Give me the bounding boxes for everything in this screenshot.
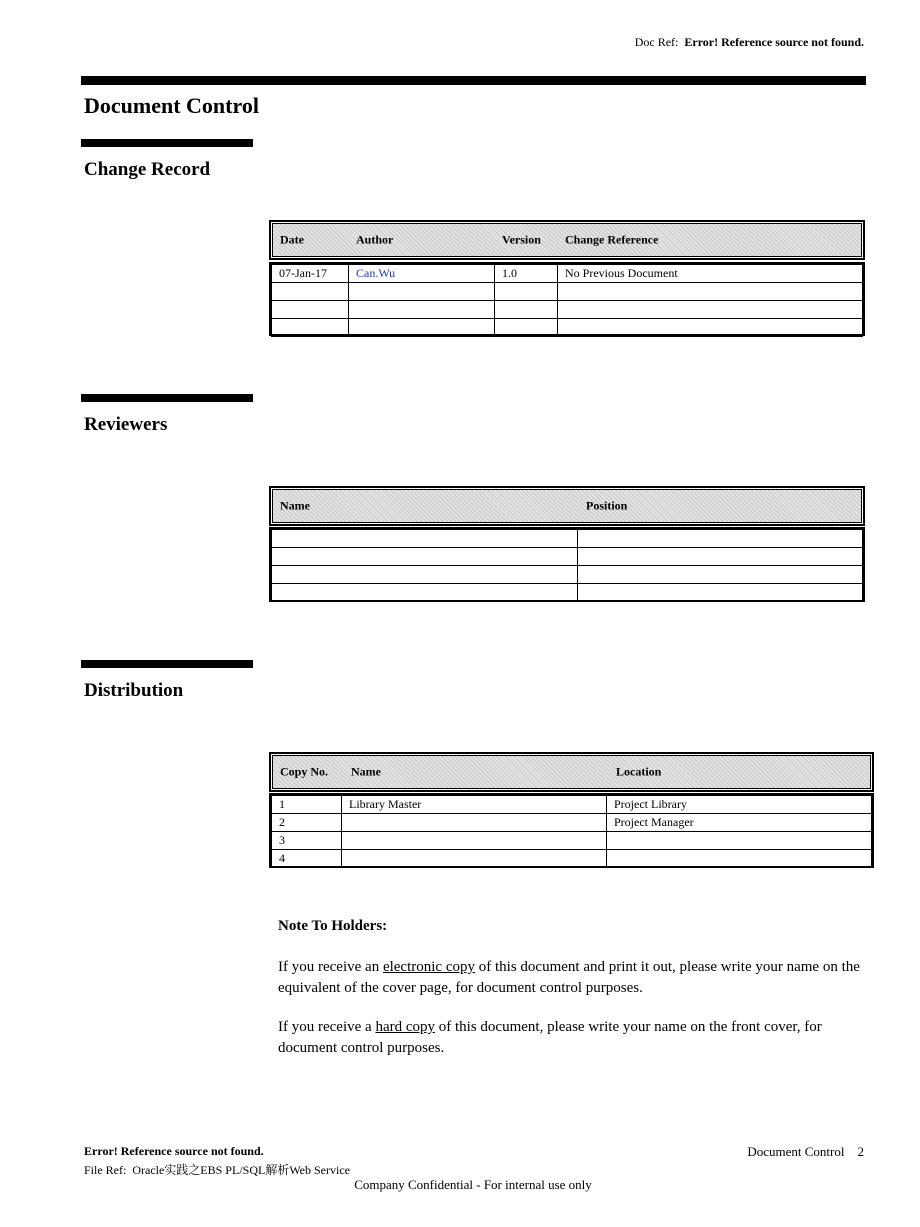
section-bar-distribution	[81, 660, 253, 668]
section-bar-reviewers	[81, 394, 253, 402]
page-title: Document Control	[84, 93, 259, 118]
cell-location	[607, 850, 872, 868]
cell-copy-no: 1	[272, 796, 342, 814]
electronic-copy-term: electronic copy	[382, 959, 475, 975]
note-title: Note To Holders:	[278, 918, 388, 934]
change-record-table	[271, 264, 863, 337]
table-row	[272, 796, 872, 814]
author-link[interactable]: Can.Wu	[349, 265, 495, 283]
cell-copy-no: 3	[272, 832, 342, 850]
cell-name	[342, 832, 607, 850]
table-row	[272, 265, 863, 283]
confidential-notice: Company Confidential - For internal use only	[354, 1177, 592, 1192]
col-change-reference: Change Reference	[565, 232, 659, 247]
cell-location: Project Library	[607, 796, 872, 814]
col-location: Location	[616, 764, 662, 779]
hard-copy-term: hard copy	[375, 1019, 436, 1035]
table-row	[272, 584, 863, 602]
note-paragraph-hard: If you receive a hard copy of this document, please write your name on the front cover, for document control purposes.	[278, 1019, 822, 1056]
table-row	[272, 814, 872, 832]
footer-section	[747, 1144, 864, 1160]
table-row	[272, 566, 863, 584]
cell-version: 1.0	[495, 265, 558, 283]
col-version: Version	[502, 232, 541, 247]
cell-location: Project Manager	[607, 814, 872, 832]
distribution-heading: Distribution	[84, 680, 184, 701]
page-number: 2	[857, 1144, 864, 1159]
file-ref-value: Oracle实践之EBS PL/SQL解析Web Service	[132, 1163, 350, 1177]
col-name: Name	[280, 498, 310, 513]
table-row	[272, 850, 872, 868]
table-row	[272, 530, 863, 548]
col-position: Position	[586, 498, 628, 513]
cell-name	[342, 814, 607, 832]
change-record-heading: Change Record	[84, 159, 211, 180]
col-author: Author	[356, 232, 394, 247]
doc-ref-label: Doc Ref:	[634, 35, 679, 49]
reviewers-table	[271, 529, 863, 602]
col-copy-no: Copy No.	[280, 764, 329, 779]
col-date: Date	[280, 232, 304, 247]
col-name: Name	[351, 764, 381, 779]
cell-name: Library Master	[342, 796, 607, 814]
table-row	[272, 301, 863, 319]
top-rule	[81, 76, 866, 85]
table-row	[272, 283, 863, 301]
footer-section-label: Document Control	[747, 1144, 845, 1159]
doc-ref-header	[635, 35, 864, 50]
table-row	[272, 319, 863, 337]
table-row	[272, 832, 872, 850]
reviewers-header	[269, 486, 865, 526]
distribution-table	[271, 795, 872, 868]
table-row	[272, 548, 863, 566]
cell-date: 07-Jan-17	[272, 265, 349, 283]
cell-name	[342, 850, 607, 868]
reviewers-heading: Reviewers	[84, 414, 168, 435]
doc-ref-value: Error! Reference source not found.	[684, 35, 864, 49]
change-record-header	[269, 220, 865, 260]
footer-doc-title: Error! Reference source not found.	[84, 1144, 264, 1158]
footer-file-ref	[84, 1161, 350, 1178]
cell-copy-no: 2	[272, 814, 342, 832]
distribution-header	[269, 752, 874, 792]
cell-copy-no: 4	[272, 850, 342, 868]
note-paragraph-electronic: If you receive an electronic copy of this document and print it out, please write your name on the equivalent of the cover page, for document control purposes.	[278, 959, 860, 996]
cell-change-reference: No Previous Document	[558, 265, 863, 283]
file-ref-label: File Ref:	[84, 1163, 127, 1177]
section-bar-change-record	[81, 139, 253, 147]
cell-location	[607, 832, 872, 850]
